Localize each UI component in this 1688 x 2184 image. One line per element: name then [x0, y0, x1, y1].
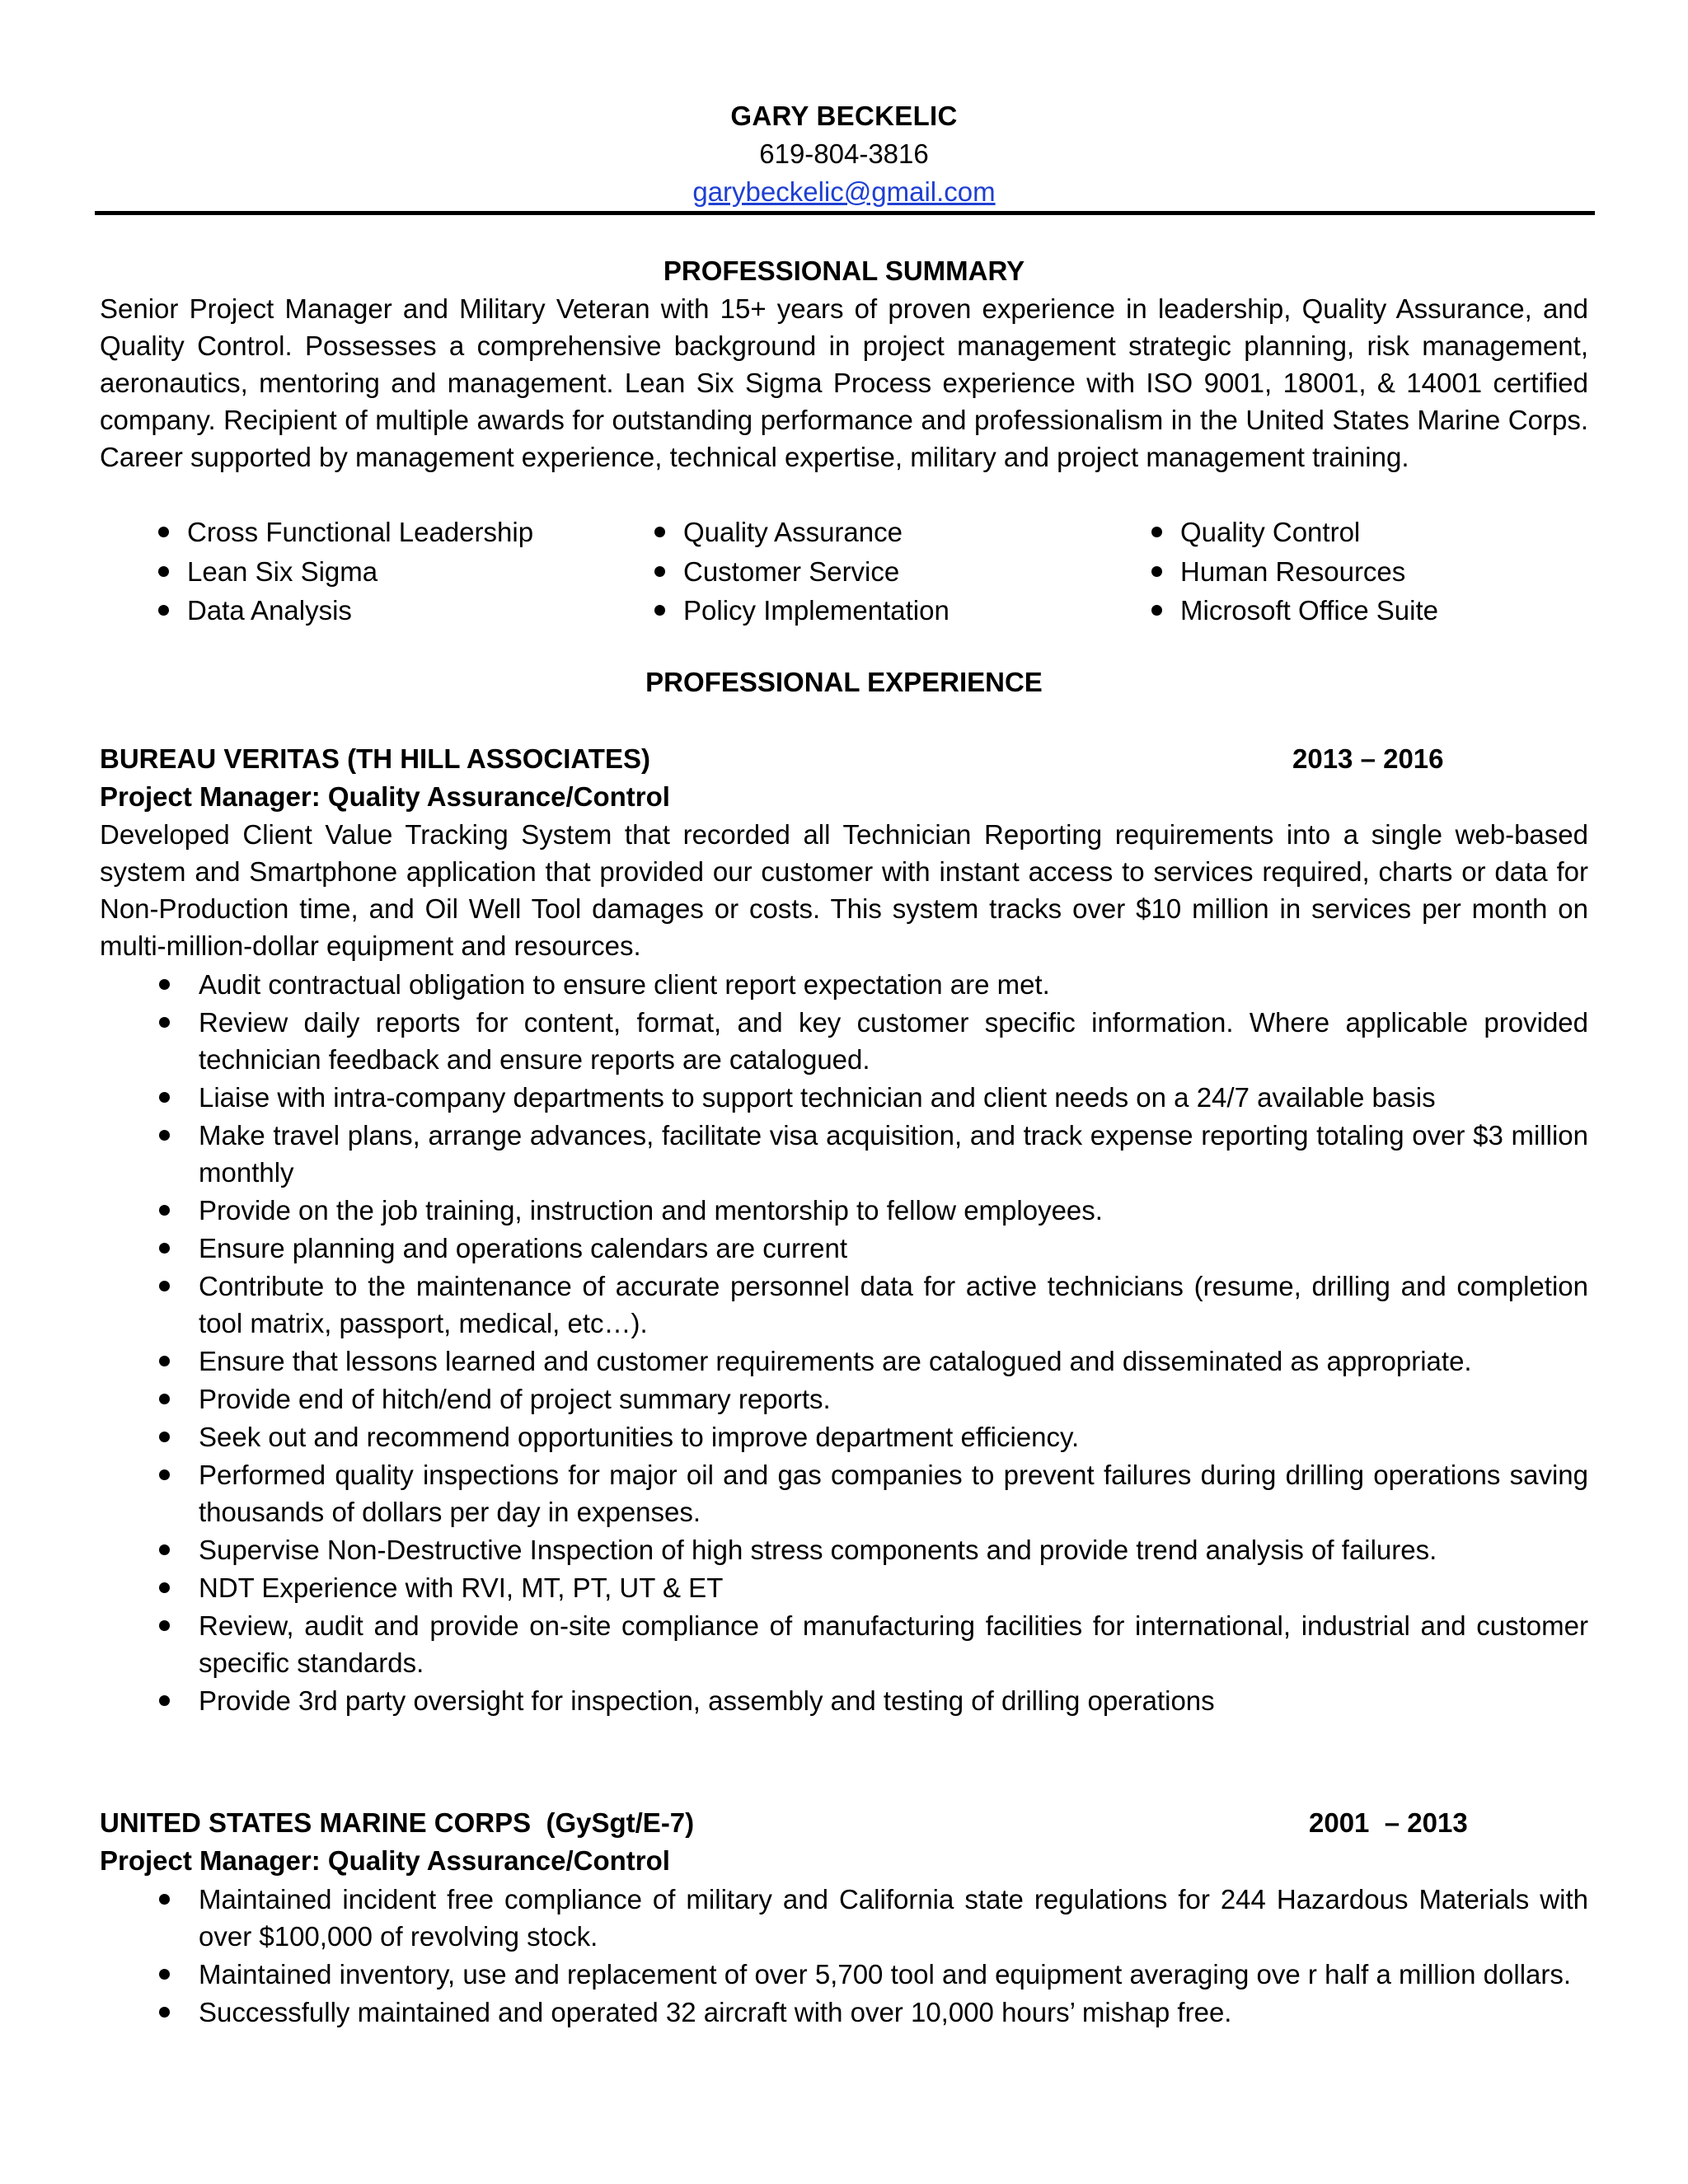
bullet-icon — [159, 1969, 170, 1980]
bullet-icon — [159, 2007, 170, 2018]
bullet-icon — [159, 1582, 170, 1593]
skills-column-1 — [187, 513, 533, 630]
bullet-icon — [654, 566, 665, 577]
skills-list — [0, 513, 1688, 636]
bullet-icon — [159, 1281, 170, 1291]
job-2-responsibilities — [199, 1881, 1588, 2032]
bullet-icon — [159, 1092, 170, 1103]
header-divider — [95, 211, 1595, 215]
list-item: Maintained incident free compliance of military and California state regulations for 244 Hazardous Materials with over $100,000 of revolving stock. — [199, 1881, 1588, 1955]
bullet-icon — [159, 1356, 170, 1366]
skills-column-3 — [1180, 513, 1438, 630]
job-title: Project Manager: Quality Assurance/Control — [100, 781, 670, 812]
bullet-icon — [159, 979, 170, 990]
list-item: Make travel plans, arrange advances, facilitate visa acquisition, and track expense reporting totaling over $3 million monthly — [199, 1117, 1588, 1191]
list-item: Seek out and recommend opportunities to improve department efficiency. — [199, 1418, 1588, 1455]
bullet-icon — [159, 1243, 170, 1254]
skill-item: Data Analysis — [187, 591, 533, 630]
experience-heading: PROFESSIONAL EXPERIENCE — [645, 667, 1043, 697]
bullet-icon — [159, 1432, 170, 1442]
bullet-icon — [159, 1544, 170, 1555]
list-item: Ensure that lessons learned and customer requirements are catalogued and disseminated as appropriate. — [199, 1343, 1588, 1380]
skill-item: Quality Control — [1180, 513, 1438, 552]
bullet-icon — [159, 1695, 170, 1706]
company-name: BUREAU VERITAS (TH HILL ASSOCIATES) — [100, 743, 650, 774]
skill-item: Cross Functional Leadership — [187, 513, 533, 552]
list-item: Performed quality inspections for major oil and gas companies to prevent failures during drilling operations saving thousands of dollars per day in expenses. — [199, 1456, 1588, 1530]
job-description: Developed Client Value Tracking System that recorded all Technician Reporting requirements into a single web-based system and Smartphone application that provided our customer with instant access to services required, charts or data for Non-Production time, and Oil Well Tool damages or costs. This system tracks over $10 million in services per month on multi-million-dollar equipment and resources. — [100, 819, 1588, 961]
bullet-icon — [159, 1894, 170, 1905]
employment-dates: 2001 – 2013 — [1309, 1807, 1468, 1838]
skill-item: Microsoft Office Suite — [1180, 591, 1438, 630]
bullet-icon — [1151, 605, 1162, 616]
list-item: Ensure planning and operations calendars are current — [199, 1230, 1588, 1267]
bullet-icon — [158, 527, 169, 537]
skill-item: Customer Service — [683, 552, 950, 592]
skill-item: Quality Assurance — [683, 513, 950, 552]
list-item: Maintained inventory, use and replacement of over 5,700 tool and equipment averaging ove r half a million dollars. — [199, 1956, 1588, 1993]
bullet-icon — [1151, 566, 1162, 577]
list-item: Liaise with intra-company departments to support technician and client needs on a 24/7 available basis — [199, 1079, 1588, 1116]
candidate-name: GARY BECKELIC — [730, 101, 958, 131]
bullet-icon — [159, 1017, 170, 1028]
company-name: UNITED STATES MARINE CORPS (GySgt/E-7) — [100, 1807, 695, 1838]
bullet-icon — [159, 1130, 170, 1141]
summary-text: Senior Project Manager and Military Veteran with 15+ years of proven experience in leadership, Quality Assurance, and Quality Control. Possesses a comprehensive background in project management strategic planning, risk management, aeronautics, mentoring and management. Lean Six Sigma Process experience with ISO 9001, 18001, & 14001 certified company. Recipient of multiple awards for outstanding performance and professionalism in the United States Marine Corps. Career supported by management experience, technical expertise, military and project management training. — [100, 293, 1588, 472]
list-item: Successfully maintained and operated 32 aircraft with over 10,000 hours’ mishap free. — [199, 1994, 1588, 2031]
list-item: Review daily reports for content, format, and key customer specific information. Where applicable provided technician feedback and ensure reports are catalogued. — [199, 1004, 1588, 1078]
list-item: Review, audit and provide on-site compliance of manufacturing facilities for international, industrial and customer specific standards. — [199, 1607, 1588, 1681]
bullet-icon — [654, 527, 665, 537]
summary-heading: PROFESSIONAL SUMMARY — [663, 255, 1025, 286]
job-1-responsibilities — [199, 966, 1588, 1720]
skill-item: Lean Six Sigma — [187, 552, 533, 592]
bullet-icon — [654, 605, 665, 616]
skills-column-2 — [683, 513, 950, 630]
skill-item: Policy Implementation — [683, 591, 950, 630]
phone-number: 619-804-3816 — [759, 138, 929, 169]
bullet-icon — [159, 1620, 170, 1631]
list-item: Provide end of hitch/end of project summary reports. — [199, 1380, 1588, 1418]
list-item: Audit contractual obligation to ensure client report expectation are met. — [199, 966, 1588, 1003]
list-item: Provide on the job training, instruction and mentorship to fellow employees. — [199, 1192, 1588, 1229]
list-item: NDT Experience with RVI, MT, PT, UT & ET — [199, 1569, 1588, 1606]
list-item: Supervise Non-Destructive Inspection of high stress components and provide trend analysis of failures. — [199, 1531, 1588, 1568]
email-link[interactable]: garybeckelic@gmail.com — [692, 176, 996, 207]
bullet-icon — [158, 605, 169, 616]
bullet-icon — [159, 1394, 170, 1404]
list-item: Provide 3rd party oversight for inspection, assembly and testing of drilling operations — [199, 1682, 1588, 1719]
list-item: Contribute to the maintenance of accurate personnel data for active technicians (resume, drilling and completion tool matrix, passport, medical, etc…). — [199, 1268, 1588, 1342]
bullet-icon — [159, 1469, 170, 1480]
employment-dates: 2013 – 2016 — [1292, 743, 1444, 774]
bullet-icon — [158, 566, 169, 577]
job-title: Project Manager: Quality Assurance/Control — [100, 1845, 670, 1876]
skill-item: Human Resources — [1180, 552, 1438, 592]
bullet-icon — [1151, 527, 1162, 537]
resume-header — [0, 97, 1688, 211]
bullet-icon — [159, 1205, 170, 1216]
